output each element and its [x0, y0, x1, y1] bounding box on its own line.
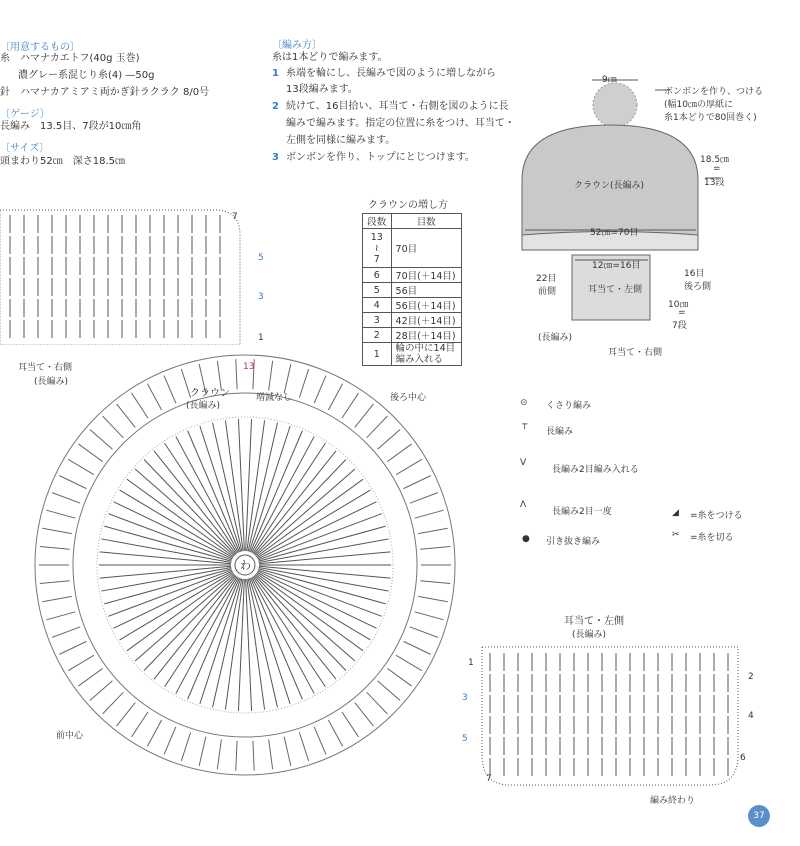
stitch-mark	[404, 641, 431, 654]
row-3-right: 3	[258, 292, 264, 302]
stitch-mark	[238, 419, 244, 551]
materials-line1: 糸 ハマナカエトフ(40g 玉巻)	[0, 53, 140, 64]
stitch-mark	[46, 612, 75, 620]
stitch-mark	[258, 571, 377, 628]
stitch-mark	[217, 739, 221, 769]
table-header-rows: 段数	[363, 214, 392, 229]
stitch-mark	[90, 681, 113, 701]
stitch-mark	[101, 567, 231, 591]
stitch-mark	[132, 393, 149, 418]
stitch-mark	[259, 567, 389, 591]
row-6-left: 6	[740, 753, 746, 763]
table-header-count: 目数	[391, 214, 461, 229]
gauge-line: 長編み 13.5目、7段が10㎝角	[0, 121, 142, 132]
stitch-mark	[78, 668, 102, 686]
stitch-mark	[387, 444, 411, 462]
crown-label: クラウン(長編み)	[574, 181, 645, 191]
page-number: 37	[748, 805, 770, 827]
table-row: 2 28目(＋14目)	[363, 328, 462, 343]
earflap-left-chart	[480, 645, 742, 795]
stitch-mark	[410, 493, 438, 504]
step2-line1: 続けて、16目拾い、耳当て・右側を図のように長	[286, 101, 509, 112]
stitch-mark	[378, 681, 401, 701]
stitch-mark	[342, 712, 359, 737]
stitch-mark	[355, 404, 374, 427]
earflap-left-label: 耳当て・左側	[588, 285, 643, 295]
stitch-mark	[259, 539, 389, 563]
step3-number: 3	[272, 152, 279, 163]
stitch-mark	[251, 578, 303, 699]
row-7-right: 7	[232, 212, 238, 222]
table-row: 5 56目	[363, 283, 462, 298]
row-3-left: 3	[462, 693, 468, 703]
stitch-mark	[68, 459, 94, 474]
stitch-mark	[418, 596, 448, 601]
stitch-mark	[246, 419, 252, 551]
stitch-mark	[253, 741, 254, 771]
stitch-mark	[164, 727, 176, 755]
front-center-label: 前中心	[56, 731, 84, 741]
end-label: 編み終わり	[650, 796, 696, 806]
legend-chain: くさり編み	[546, 401, 592, 411]
row-2-left: 2	[748, 672, 754, 682]
step2-line2: 編みで編みます。指定の位置に糸をつけ、耳当て・	[286, 118, 515, 129]
row-5-left: 5	[462, 734, 468, 744]
dc-icon: ┬	[522, 420, 528, 430]
depth-eq: =	[713, 164, 721, 174]
stitch-mark	[328, 384, 342, 410]
earflap-right-title: 耳当て・右側	[18, 363, 73, 373]
stitch-mark	[254, 451, 336, 554]
stitch-mark	[147, 384, 161, 410]
stitch-mark	[78, 444, 102, 462]
stitch-mark	[40, 547, 70, 550]
stitch-mark	[251, 431, 303, 552]
stitch-mark	[236, 741, 237, 771]
stitch-mark	[117, 703, 136, 726]
crown-row-13: 13	[243, 362, 255, 372]
stitch-mark	[299, 369, 308, 398]
row-4-left: 4	[748, 711, 754, 721]
materials-line2: 濃グレー系混じり糸(4) —50g	[18, 70, 155, 81]
earflap-left-title: 耳当て・左側	[564, 616, 624, 627]
front-label: 前側	[538, 287, 557, 297]
stitch-mark	[259, 552, 390, 564]
increase-table	[362, 213, 462, 366]
table-row: 3 42目(＋14目)	[363, 313, 462, 328]
back-center-label: 後ろ中心	[390, 393, 427, 403]
pompom-note-2: (幅10㎝の厚紙に	[664, 100, 733, 110]
stitch-mark	[127, 573, 234, 651]
stitch-mark	[342, 393, 359, 418]
back-stitches: 16目	[684, 269, 705, 279]
pickup-label: 12㎝=16目	[592, 261, 641, 271]
stitch-mark	[164, 376, 176, 404]
stitch-mark	[387, 668, 411, 686]
stitch-mark	[165, 443, 238, 553]
stitch-mark	[328, 720, 342, 746]
step1-line2: 13段編みます。	[286, 84, 358, 95]
stitch-mark	[154, 451, 236, 554]
stitch-mark	[404, 476, 431, 489]
earflap-length-rows: 7段	[672, 321, 687, 331]
crown-sub: (長編み)	[186, 401, 221, 411]
back-label: 後ろ側	[684, 282, 712, 292]
table-row: 4 56目(＋14目)	[363, 298, 462, 313]
stitch-mark	[367, 416, 388, 438]
legend-dc: 長編み	[546, 427, 574, 437]
stitch-mark	[188, 578, 240, 699]
step1-line1: 糸端を輪にし、長編みで図のように増しながら	[286, 68, 496, 79]
stitch-mark	[396, 655, 422, 670]
stitch-mark	[410, 627, 438, 638]
chain-icon: ⊝	[520, 398, 528, 408]
table-row: 13 ≀ 7 70目	[363, 229, 462, 268]
legend-slip: 引き抜き編み	[546, 537, 601, 547]
stitch-mark	[367, 692, 388, 714]
stitch-mark	[254, 576, 336, 679]
table-row: 6 70目(＋14目)	[363, 268, 462, 283]
stitch-mark	[238, 579, 244, 711]
stitch-mark	[199, 737, 206, 766]
stitch-mark	[165, 577, 238, 687]
stitch-mark	[269, 361, 273, 391]
stitch-mark	[127, 479, 234, 557]
center-mark: わ	[240, 559, 251, 572]
dc-note: (長編み)	[538, 333, 573, 343]
stitch-mark	[113, 502, 232, 559]
row-1-right: 1	[258, 333, 264, 343]
earflap-right-sub: (長編み)	[34, 377, 69, 387]
dc2in-icon: V	[520, 458, 527, 468]
no-change-label: 増減なし	[256, 393, 293, 403]
stitch-mark	[396, 459, 422, 474]
gauge-heading: 〔ゲージ〕	[0, 109, 50, 120]
stitch-mark	[420, 581, 450, 584]
stitch-mark	[42, 596, 72, 601]
cut-icon: ✂	[672, 530, 680, 540]
earflap-left-sub: (長編み)	[572, 630, 607, 640]
stitch-mark	[256, 573, 363, 651]
earflap-right-bottom: 耳当て・右側	[608, 348, 663, 358]
stitch-mark	[42, 528, 72, 533]
stitch-mark	[100, 552, 231, 564]
stitch-mark	[40, 581, 70, 584]
stitch-mark	[253, 577, 326, 687]
stitch-mark	[147, 720, 161, 746]
join-icon: ◢	[672, 508, 679, 518]
row-7-left: 7	[486, 774, 492, 784]
stitch-mark	[103, 416, 124, 438]
increase-table-title: クラウンの増し方	[368, 200, 448, 211]
depth-cm: 18.5㎝	[700, 155, 730, 165]
top-width-label: 9㎝	[602, 75, 617, 85]
stitch-mark	[420, 547, 450, 550]
stitch-mark	[188, 431, 240, 552]
stitch-mark	[52, 493, 80, 504]
stitch-mark	[314, 376, 326, 404]
stitch-mark	[259, 566, 390, 578]
stitch-mark	[253, 443, 326, 553]
legend-dc2in: 長編み2目編み入れる	[552, 465, 639, 475]
pompom-note-3: 糸1本どりで80回巻く)	[664, 113, 757, 123]
row-1-left: 1	[468, 658, 474, 668]
materials-heading: 〔用意するもの〕	[0, 42, 80, 53]
pompom-note-1: ボンボンを作り、つける	[664, 87, 764, 97]
stitch-mark	[246, 579, 252, 711]
earflap-right-chart	[0, 205, 250, 345]
step2-number: 2	[272, 101, 279, 112]
stitch-mark	[90, 429, 113, 449]
circumference-label: 52㎝=70目	[590, 228, 639, 238]
stitch-mark	[415, 510, 444, 518]
stitch-mark	[59, 476, 86, 489]
stitch-mark	[256, 479, 363, 557]
table-row: 1 輪の中に14目 編み入れる	[363, 343, 462, 366]
depth-rows: 13段	[704, 178, 725, 188]
stitch-mark	[284, 737, 291, 766]
stitch-mark	[314, 727, 326, 755]
row-5-right: 5	[258, 253, 264, 263]
front-stitches: 22目	[536, 274, 557, 284]
method-heading: 〔編み方〕	[272, 40, 322, 51]
step2-line3: 左側を同様に編みます。	[286, 135, 396, 146]
legend-cut: =糸を切る	[690, 533, 734, 543]
method-intro: 糸は1本どりで編みます。	[272, 52, 388, 63]
stitch-mark	[100, 566, 231, 578]
earflap-length-eq: =	[678, 308, 686, 318]
step1-number: 1	[272, 68, 279, 79]
stitch-mark	[258, 502, 377, 559]
stitch-mark	[415, 612, 444, 620]
earflap-length-cm: 10㎝	[668, 300, 689, 310]
stitch-mark	[378, 429, 401, 449]
stitch-mark	[181, 732, 190, 761]
stitch-mark	[418, 528, 448, 533]
stitch-mark	[59, 641, 86, 654]
slip-icon: ●	[522, 534, 530, 544]
dc2tog-icon: Λ	[520, 500, 527, 510]
stitch-mark	[46, 510, 75, 518]
legend-dc2tog: 長編み2目一度	[552, 507, 612, 517]
stitch-mark	[117, 404, 136, 427]
size-line: 頭まわり52㎝ 深さ18.5㎝	[0, 156, 125, 167]
stitch-mark	[269, 739, 273, 769]
stitch-mark	[154, 576, 236, 679]
stitch-mark	[101, 539, 231, 563]
stitch-mark	[68, 655, 94, 670]
stitch-mark	[103, 692, 124, 714]
materials-line3: 針 ハマナカアミアミ両かぎ針ラクラク 8/0号	[0, 87, 210, 98]
stitch-mark	[132, 712, 149, 737]
stitch-mark	[299, 732, 308, 761]
pompom-shape	[593, 83, 637, 127]
stitch-mark	[236, 359, 237, 389]
size-heading: 〔サイズ〕	[0, 143, 50, 154]
legend-join: =糸をつける	[690, 511, 743, 521]
step3-line1: ボンボンを作り、トップにとじつけます。	[286, 152, 475, 163]
hat-schematic	[510, 60, 800, 370]
crown-title: クラウン	[190, 388, 230, 399]
stitch-mark	[113, 571, 232, 628]
stitch-mark	[52, 627, 80, 638]
stitch-mark	[355, 703, 374, 726]
